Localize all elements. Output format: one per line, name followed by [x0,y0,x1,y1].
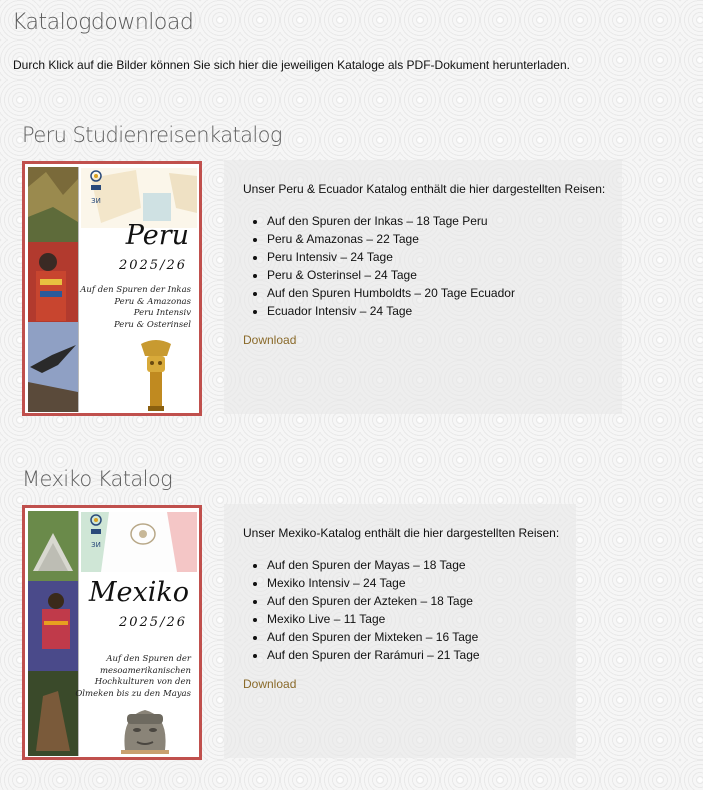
mexiko-section-title: Mexiko Katalog [22,467,173,491]
list-item: • Auf den Spuren der Mixteken – 16 Tage [267,628,480,646]
mexiko-download-link[interactable]: Download [243,677,297,691]
peru-cover-title: Peru [125,220,189,251]
list-item: • Auf den Spuren der Inkas – 18 Tage Peru [267,212,515,230]
cover-line: Olmeken bis zu den Mayas [75,688,191,699]
peru-cover-year: 2025/26 [118,258,187,273]
mexiko-cover-year: 2025/26 [118,615,187,630]
peru-description: Unser Peru & Ecuador Katalog enthält die hier dargestellten Reisen: [243,182,606,196]
mexiko-cover-trip-lines [75,654,191,700]
mexiko-cover-title: Mexiko [88,577,189,608]
list-item: • Peru Intensiv – 24 Tage [267,248,515,266]
peru-cover-logo-icon [88,169,104,209]
mexiko-catalog-cover[interactable] [22,505,202,760]
list-item: • Auf den Spuren Humboldts – 20 Tage Ecuador [267,284,515,302]
cover-line: Peru & Amazonas [114,296,191,307]
page-title: Katalogdownload [12,10,194,35]
cover-line: Peru Intensiv [133,308,191,318]
peru-catalog-cover[interactable] [22,161,202,416]
svg-text:ЗИ: ЗИ [91,197,101,205]
intro-text: Durch Klick auf die Bilder können Sie sich hier die jeweiligen Kataloge als PDF-Dokument herunterladen. [13,58,570,72]
cover-line: mesoamerikanischen [99,665,191,676]
peru-download-link[interactable]: Download [243,333,297,347]
mexiko-cover-olmec-head [119,706,171,754]
list-item: • Auf den Spuren der Rarámuri – 21 Tage [267,646,480,664]
svg-text:ЗИ: ЗИ [91,541,101,549]
cover-line: Auf den Spuren der [106,654,191,664]
peru-cover-photo-strip [28,167,79,412]
peru-trip-list [247,212,515,320]
mexiko-cover-logo-icon [88,513,104,553]
peru-info-panel [224,160,622,414]
mexiko-description: Unser Mexiko-Katalog enthält die hier dargestellten Reisen: [243,526,560,540]
cover-line: Peru & Osterinsel [113,319,191,330]
peru-cover-trip-lines [80,285,191,331]
peru-cover-gold-artifact [137,336,175,412]
list-item: • Mexiko Live – 11 Tage [267,610,480,628]
list-item: • Ecuador Intensiv – 24 Tage [267,302,515,320]
list-item: • Mexiko Intensiv – 24 Tage [267,574,480,592]
cover-line: Hochkulturen von den [94,677,191,687]
list-item: • Peru & Amazonas – 22 Tage [267,230,515,248]
cover-line: Auf den Spuren der Inkas [80,285,191,295]
peru-section-title: Peru Studienreisenkatalog [22,123,282,147]
list-item: • Auf den Spuren der Mayas – 18 Tage [267,556,480,574]
mexiko-cover-photo-strip [28,511,79,756]
mexiko-info-panel [224,504,576,758]
list-item: • Peru & Osterinsel – 24 Tage [267,266,515,284]
mexiko-trip-list [247,556,480,664]
list-item: • Auf den Spuren der Azteken – 18 Tage [267,592,480,610]
